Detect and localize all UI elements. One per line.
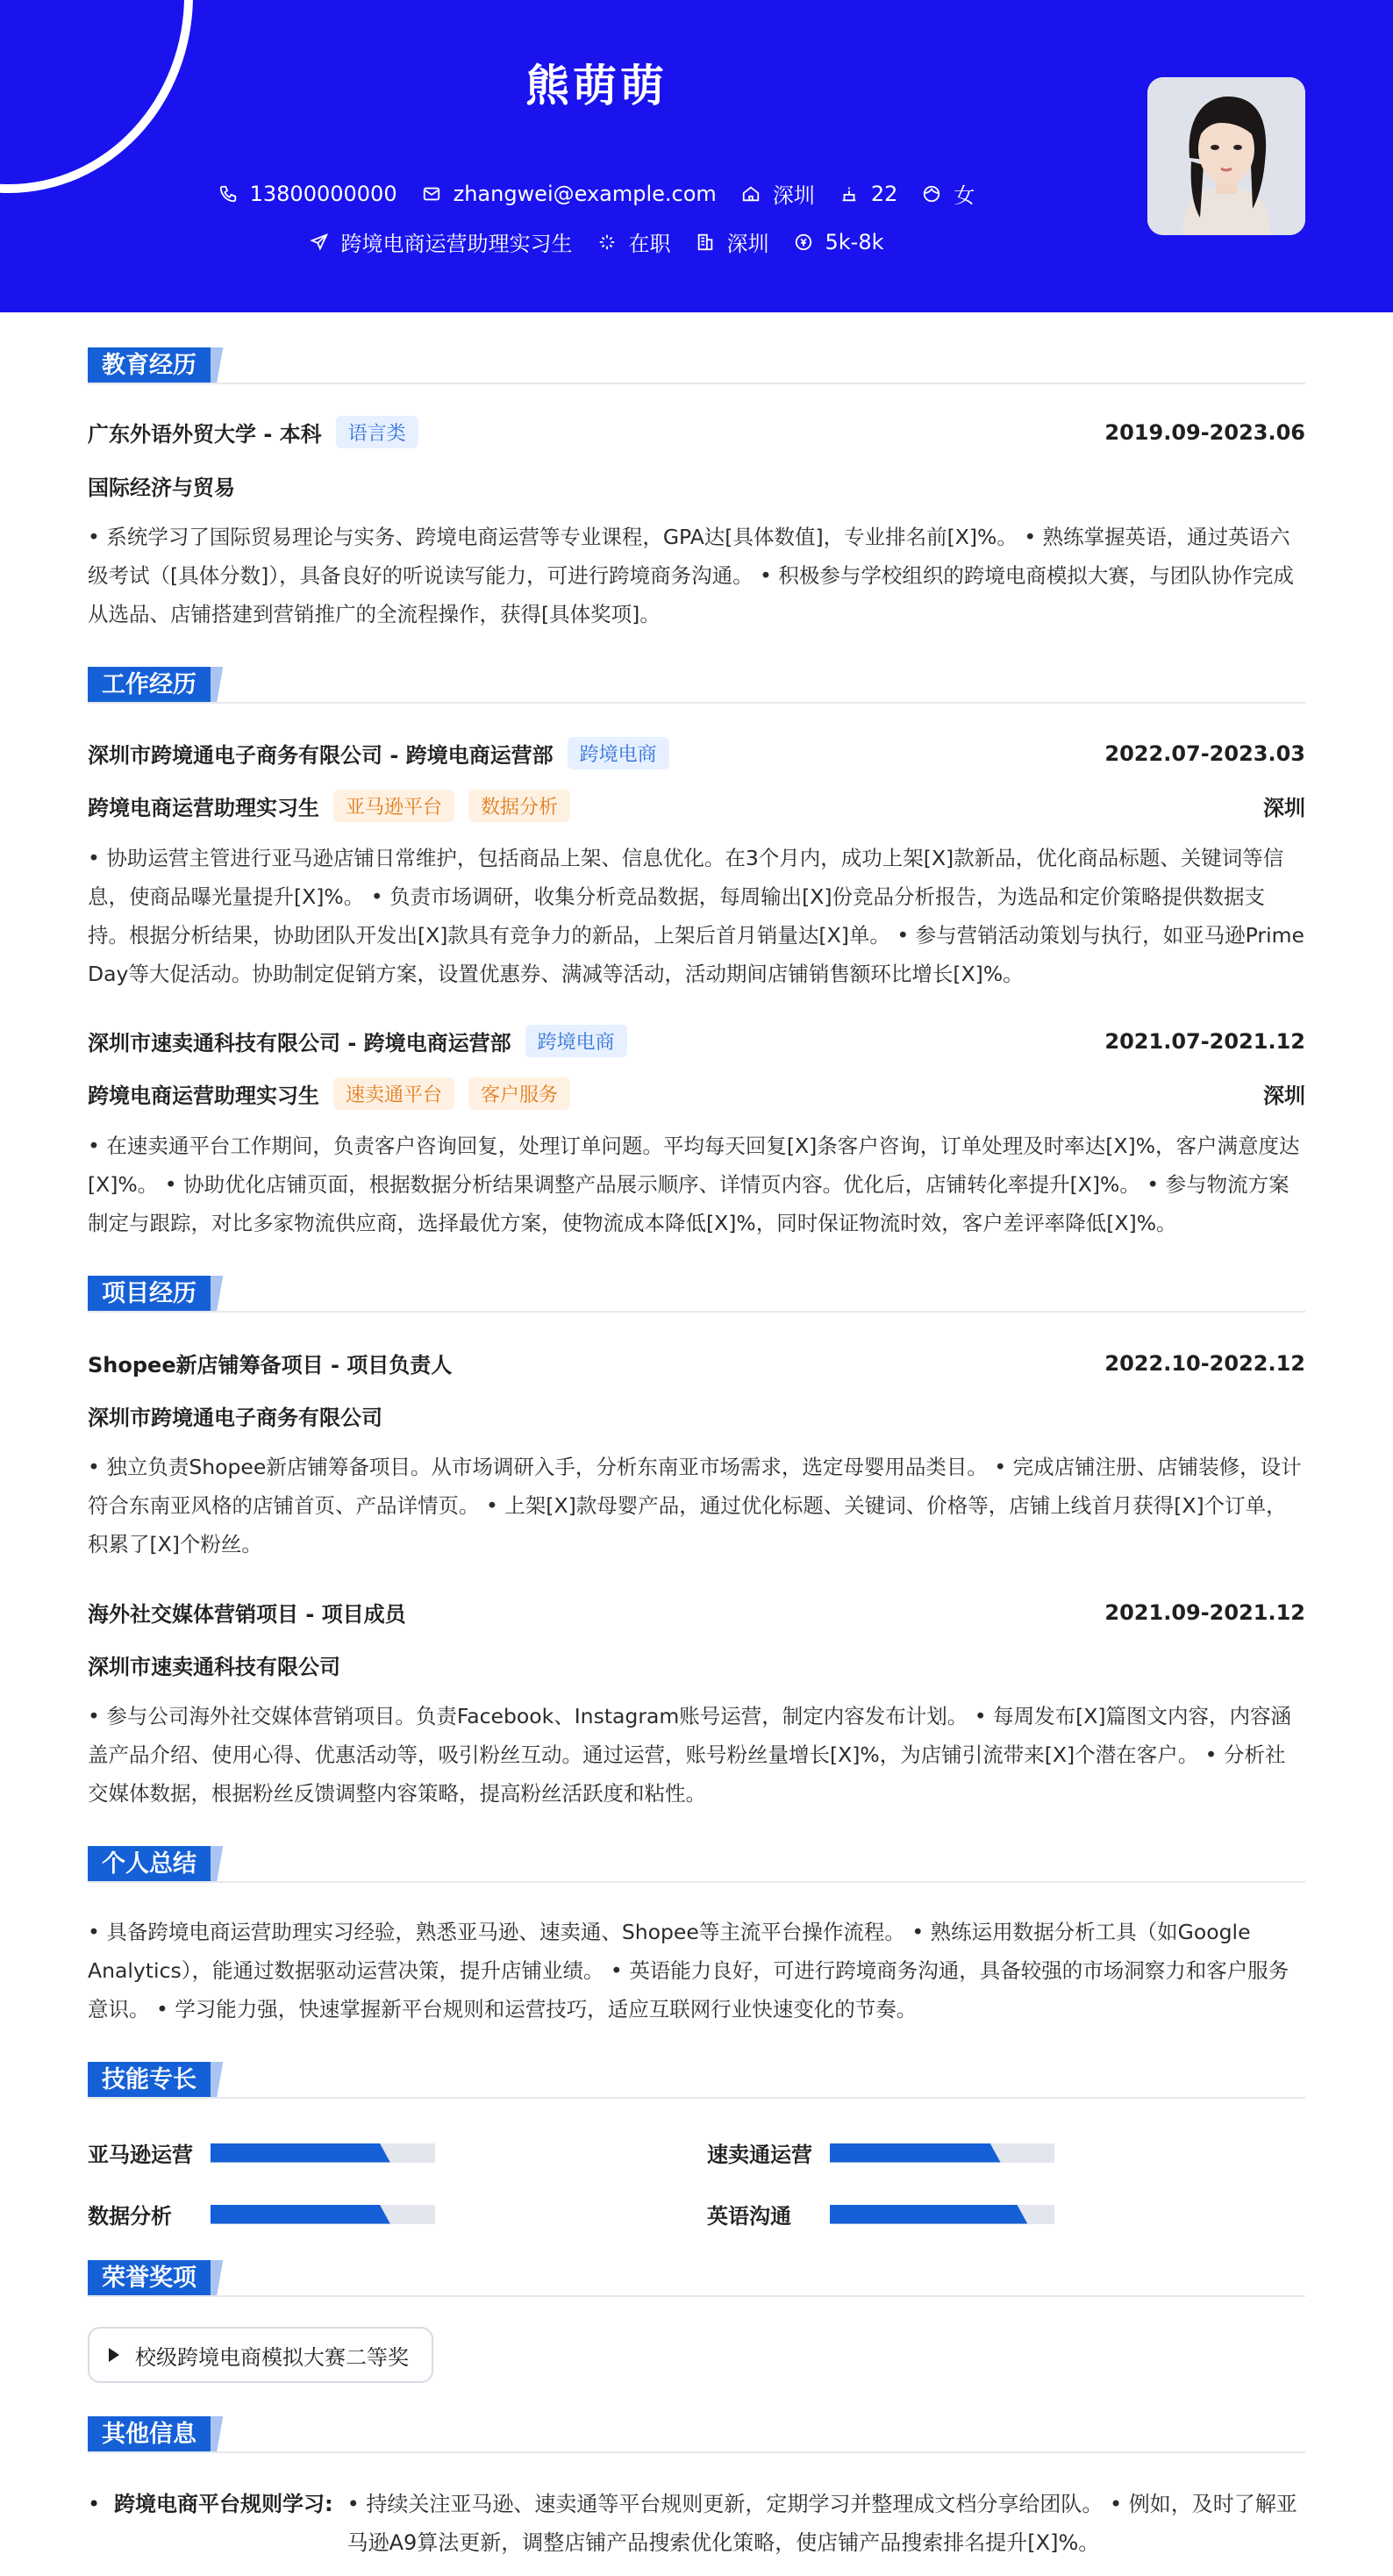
skill-tag: 数据分析 bbox=[468, 790, 570, 822]
skill-tag: 亚马逊平台 bbox=[333, 790, 454, 822]
skill-bar-track bbox=[830, 2205, 1054, 2224]
skill-name: 数据分析 bbox=[88, 2204, 172, 2229]
contact-row bbox=[0, 178, 1193, 209]
other-info-value: • 持续关注亚马逊、速卖通等平台规则更新，定期学习并整理成文档分享给团队。 • 例如，及时了解亚马逊A9算法更新，调整店铺产品搜索优化策略，使店铺产品搜索排名提升[X]%。 bbox=[346, 2492, 1297, 2555]
phone-text: 13800000000 bbox=[249, 181, 397, 206]
role-name: 跨境电商运营助理实习生 bbox=[88, 796, 319, 820]
phone-icon bbox=[218, 184, 238, 204]
section-tail-decoration bbox=[211, 667, 232, 704]
section-label: 教育经历 bbox=[88, 347, 211, 384]
play-icon bbox=[109, 2348, 119, 2362]
section-divider bbox=[88, 2451, 1305, 2453]
skill-tag: 客户服务 bbox=[468, 1077, 570, 1110]
school-tag: 语言类 bbox=[336, 416, 418, 448]
other-info-key: 跨境电商平台规则学习: bbox=[114, 2492, 333, 2516]
section-title-work bbox=[88, 667, 232, 704]
work-item-2-header bbox=[88, 1025, 1305, 1057]
skill-item bbox=[88, 2137, 435, 2168]
company-name: 深圳市跨境通电子商务有限公司 - 跨境电商运营部 bbox=[88, 743, 554, 768]
section-divider bbox=[88, 2295, 1305, 2297]
other-info-item bbox=[88, 2485, 1305, 2562]
skill-bar-track bbox=[211, 2143, 435, 2163]
section-tail-decoration bbox=[211, 347, 232, 384]
skill-bar-fill bbox=[830, 2205, 1027, 2224]
section-label: 工作经历 bbox=[88, 667, 211, 704]
honor-item[interactable] bbox=[88, 2327, 433, 2383]
skill-item bbox=[88, 2199, 435, 2229]
education-header-row bbox=[88, 416, 1305, 448]
bullet-icon: • bbox=[88, 2492, 101, 2516]
cake-icon bbox=[839, 184, 859, 204]
section-title-skills bbox=[88, 2062, 232, 2099]
building-icon bbox=[696, 233, 715, 252]
skill-bar-fill bbox=[830, 2143, 1001, 2163]
section-label: 其他信息 bbox=[88, 2416, 211, 2453]
candidate-name: 熊萌萌 bbox=[525, 61, 668, 111]
summary-description: • 具备跨境电商运营助理实习经验，熟悉亚马逊、速卖通、Shopee等主流平台操作流程。 • 熟练运用数据分析工具（如Google Analytics），能通过数据驱动运营决策，提升店铺业绩。 • 英语能力良好，可进行跨境商务沟通，具备较强的市场洞察力和客户服务意识。 • 学习能力强，快速掌握新平台规则和运营技巧，适应互联网行业快速变化的节奏。 bbox=[88, 1920, 1289, 2021]
status-text: 在职 bbox=[628, 232, 671, 256]
work-item-1-description: • 协助运营主管进行亚马逊店铺日常维护，包括商品上架、信息优化。在3个月内，成功上架[X]款新品，优化商品标题、关键词等信息，使商品曝光量提升[X]%。 • 负责市场调研，收集分析竞品数据，每周输出[X]份竞品分析报告，为选品和定价策略提供数据支持。根据分析结果，协助团队开发出[X]款具有竞争力的新品，上架后首月销量达[X]单。 • 参与营销活动策划与执行，如亚马逊Prime Day等大促活动。协助制定促销方案，设置优惠券、满减等活动，活动期间店铺销售额环比增长[X]%。 bbox=[88, 846, 1304, 986]
education-description: • 系统学习了国际贸易理论与实务、跨境电商运营等专业课程，GPA达[具体数值]，专业排名前[X]%。 • 熟练掌握英语，通过英语六级考试（[具体分数]），具备良好的听说读写能力，可进行跨境商务沟通。 • 积极参与学校组织的跨境电商模拟大赛，与团队协作完成从选品、店铺搭建到营销推广的全流程操作，获得[具体奖项]。 bbox=[88, 525, 1294, 626]
section-label: 个人总结 bbox=[88, 1846, 211, 1883]
skill-name: 英语沟通 bbox=[707, 2204, 791, 2229]
skill-tag: 速卖通平台 bbox=[333, 1077, 454, 1110]
project-company: 深圳市速卖通科技有限公司 bbox=[88, 1655, 340, 1679]
phone-item bbox=[218, 182, 397, 206]
work-location: 深圳 bbox=[1263, 796, 1305, 820]
section-divider bbox=[88, 2097, 1305, 2099]
work-item-1-role-row bbox=[88, 790, 1305, 822]
project-2-company-row bbox=[88, 1649, 1305, 1680]
work-item-2-role-row bbox=[88, 1077, 1305, 1110]
send-icon bbox=[310, 233, 329, 252]
section-title-honors bbox=[88, 2260, 232, 2297]
gender-text: 女 bbox=[954, 183, 975, 208]
industry-tag: 跨境电商 bbox=[525, 1025, 627, 1057]
work-date: 2022.07-2023.03 bbox=[1104, 741, 1305, 766]
skill-bar-track bbox=[830, 2143, 1054, 2163]
section-label: 项目经历 bbox=[88, 1276, 211, 1313]
age-text: 22 bbox=[870, 181, 898, 206]
section-tail-decoration bbox=[211, 1276, 232, 1313]
home-icon bbox=[741, 184, 761, 204]
company-name: 深圳市速卖通科技有限公司 - 跨境电商运营部 bbox=[88, 1031, 511, 1055]
work-date: 2021.07-2021.12 bbox=[1104, 1028, 1305, 1054]
work-item-1-header bbox=[88, 737, 1305, 769]
target-city-text: 深圳 bbox=[726, 232, 769, 256]
section-label: 技能专长 bbox=[88, 2062, 211, 2099]
section-divider bbox=[88, 383, 1305, 384]
project-date: 2021.09-2021.12 bbox=[1104, 1599, 1305, 1625]
resume-header bbox=[0, 0, 1393, 312]
project-2-header bbox=[88, 1597, 1305, 1628]
city-text: 深圳 bbox=[772, 183, 815, 208]
skill-name: 速卖通运营 bbox=[707, 2143, 812, 2167]
job-target-item bbox=[310, 226, 573, 257]
section-title-education bbox=[88, 347, 232, 384]
industry-tag: 跨境电商 bbox=[568, 737, 669, 769]
section-tail-decoration bbox=[211, 1846, 232, 1883]
skill-item bbox=[707, 2199, 1054, 2229]
project-name: Shopee新店铺筹备项目 - 项目负责人 bbox=[88, 1353, 453, 1377]
city-item bbox=[741, 178, 815, 209]
mail-icon bbox=[422, 184, 441, 204]
salary-item bbox=[794, 230, 884, 254]
section-title-summary bbox=[88, 1846, 232, 1883]
project-name: 海外社交媒体营销项目 - 项目成员 bbox=[88, 1602, 406, 1627]
project-1-header bbox=[88, 1348, 1305, 1378]
skill-item bbox=[707, 2137, 1054, 2168]
section-title-projects bbox=[88, 1276, 232, 1313]
section-divider bbox=[88, 702, 1305, 704]
role-name: 跨境电商运营助理实习生 bbox=[88, 1084, 319, 1108]
loading-icon bbox=[597, 233, 617, 252]
section-tail-decoration bbox=[211, 2260, 232, 2297]
project-2-description: • 参与公司海外社交媒体营销项目。负责Facebook、Instagram账号运营，制定内容发布计划。 • 每周发布[X]篇图文内容，内容涵盖产品介绍、使用心得、优惠活动等，吸引粉丝互动。通过运营，账号粉丝量增长[X]%，为店铺引流带来[X]个潜在客户。 • 分析社交媒体数据，根据粉丝反馈调整内容策略，提高粉丝活跃度和粘性。 bbox=[88, 1704, 1292, 1806]
section-tail-decoration bbox=[211, 2062, 232, 2099]
major-row bbox=[88, 470, 1305, 501]
section-divider bbox=[88, 1311, 1305, 1313]
status-item bbox=[597, 226, 671, 257]
profile-photo bbox=[1147, 77, 1305, 235]
salary-text: 5k-8k bbox=[825, 229, 884, 254]
project-1-company-row bbox=[88, 1400, 1305, 1431]
coin-icon bbox=[794, 233, 813, 252]
job-intent-row bbox=[0, 226, 1193, 257]
honor-text: 校级跨境电商模拟大赛二等奖 bbox=[135, 2344, 409, 2370]
gender-item bbox=[922, 178, 975, 209]
skill-name: 亚马逊运营 bbox=[88, 2143, 193, 2167]
project-1-description: • 独立负责Shopee新店铺筹备项目。从市场调研入手，分析东南亚市场需求，选定母婴用品类目。 • 完成店铺注册、店铺装修，设计符合东南亚风格的店铺首页、产品详情页。 • 上架[X]款母婴产品，通过优化标题、关键词、价格等，店铺上线首月获得[X]个订单，积累了[X]个粉丝。 bbox=[88, 1455, 1302, 1556]
skill-bar-fill bbox=[211, 2143, 390, 2163]
target-city-item bbox=[696, 226, 769, 257]
work-item-2-description: • 在速卖通平台工作期间，负责客户咨询回复，处理订单问题。平均每天回复[X]条客户咨询，订单处理及时率达[X]%，客户满意度达[X]%。 • 协助优化店铺页面，根据数据分析结果调整产品展示顺序、详情页内容。优化后，店铺转化率提升[X]%。 • 参与物流方案制定与跟踪，对比多家物流供应商，选择最优方案，使物流成本降低[X]%，同时保证物流时效，客户差评率降低[X]%。 bbox=[88, 1134, 1300, 1235]
section-tail-decoration bbox=[211, 2416, 232, 2453]
section-title-other bbox=[88, 2416, 232, 2453]
email-text: zhangwei@example.com bbox=[453, 181, 717, 206]
skill-bar-fill bbox=[211, 2205, 390, 2224]
section-label: 荣誉奖项 bbox=[88, 2260, 211, 2297]
major-name: 国际经济与贸易 bbox=[88, 476, 235, 500]
project-company: 深圳市跨境通电子商务有限公司 bbox=[88, 1406, 382, 1430]
age-item bbox=[839, 182, 898, 206]
job-target-text: 跨境电商运营助理实习生 bbox=[340, 232, 573, 256]
face-icon bbox=[922, 184, 941, 204]
project-date: 2022.10-2022.12 bbox=[1104, 1350, 1305, 1376]
education-date: 2019.09-2023.06 bbox=[1104, 419, 1305, 445]
school-name: 广东外语外贸大学 - 本科 bbox=[88, 422, 322, 447]
email-item bbox=[422, 182, 717, 206]
skill-bar-track bbox=[211, 2205, 435, 2224]
work-location: 深圳 bbox=[1263, 1084, 1305, 1108]
section-divider bbox=[88, 1881, 1305, 1883]
